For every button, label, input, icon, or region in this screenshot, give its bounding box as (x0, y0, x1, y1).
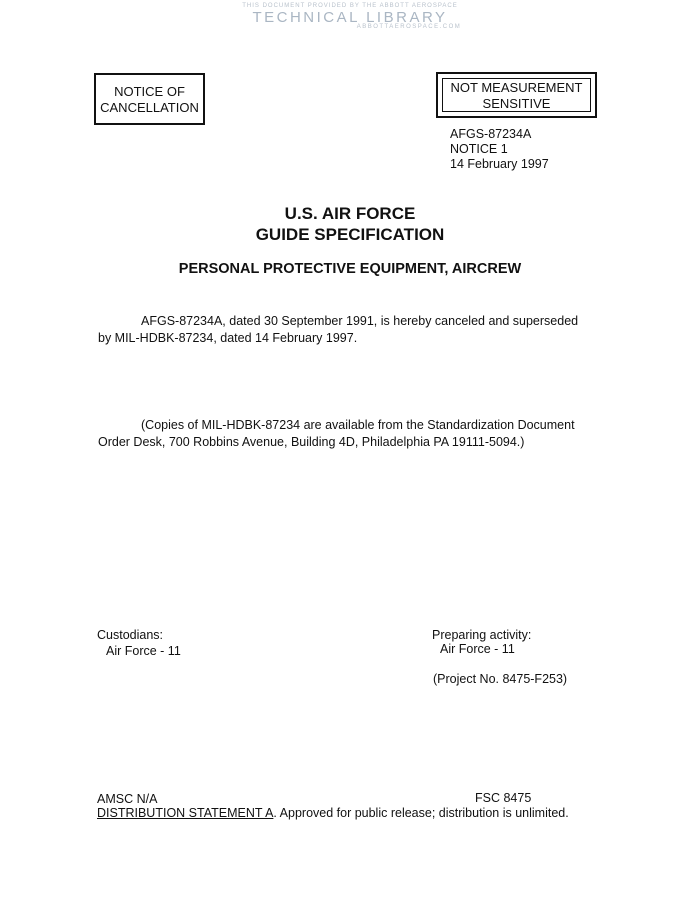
preparing-activity-label: Preparing activity: (432, 628, 532, 642)
notice-of-cancellation-box (94, 73, 205, 125)
document-identifier (450, 127, 549, 172)
measurement-box-line1: NOT MEASUREMENT (450, 80, 583, 95)
notice-box-line1: NOTICE OF (114, 84, 185, 99)
not-measurement-sensitive-box (436, 72, 597, 118)
page-title-line1: U.S. AIR FORCE (284, 204, 416, 223)
watermark-library-title: TECHNICAL LIBRARY (252, 9, 448, 26)
fsc-code: FSC 8475 (475, 791, 532, 805)
distribution-statement (97, 805, 569, 821)
distribution-statement-label: DISTRIBUTION STATEMENT A (97, 806, 274, 820)
notice-number: NOTICE 1 (450, 142, 508, 156)
page-title-line2: GUIDE SPECIFICATION (255, 225, 445, 244)
amsc-code: AMSC N/A (97, 792, 158, 806)
preparing-activity-value: Air Force - 11 (440, 642, 515, 656)
copies-paragraph-line2: Order Desk, 700 Robbins Avenue, Building 4D, Philadelphia PA 19111-5094.) (98, 435, 525, 449)
project-number: (Project No. 8475-F253) (433, 672, 568, 686)
copies-paragraph-line1: (Copies of MIL-HDBK-87234 are available from the Standardization Document (141, 418, 575, 432)
watermark-url-text: ABBOTTAEROSPACE.COM (356, 24, 462, 30)
doc-number: AFGS-87234A (450, 127, 532, 141)
cancellation-paragraph-line2: by MIL-HDBK-87234, dated 14 February 1997. (98, 331, 358, 345)
watermark-url (0, 24, 700, 30)
document-subject: PERSONAL PROTECTIVE EQUIPMENT, AIRCREW (178, 261, 522, 277)
measurement-box-line2: SENSITIVE (482, 96, 551, 111)
distribution-statement-text: . Approved for public release; distribution is unlimited. (273, 806, 569, 820)
custodians-label: Custodians: (97, 628, 164, 642)
watermark-provider: THIS DOCUMENT PROVIDED BY THE ABBOTT AEROSPACE (242, 3, 458, 9)
notice-box-line2: CANCELLATION (100, 100, 199, 115)
doc-date: 14 February 1997 (450, 157, 549, 171)
custodians-value: Air Force - 11 (106, 644, 181, 658)
measurement-box-inner-border (442, 78, 591, 112)
cancellation-paragraph-line1: AFGS-87234A, dated 30 September 1991, is hereby canceled and superseded (141, 314, 579, 328)
